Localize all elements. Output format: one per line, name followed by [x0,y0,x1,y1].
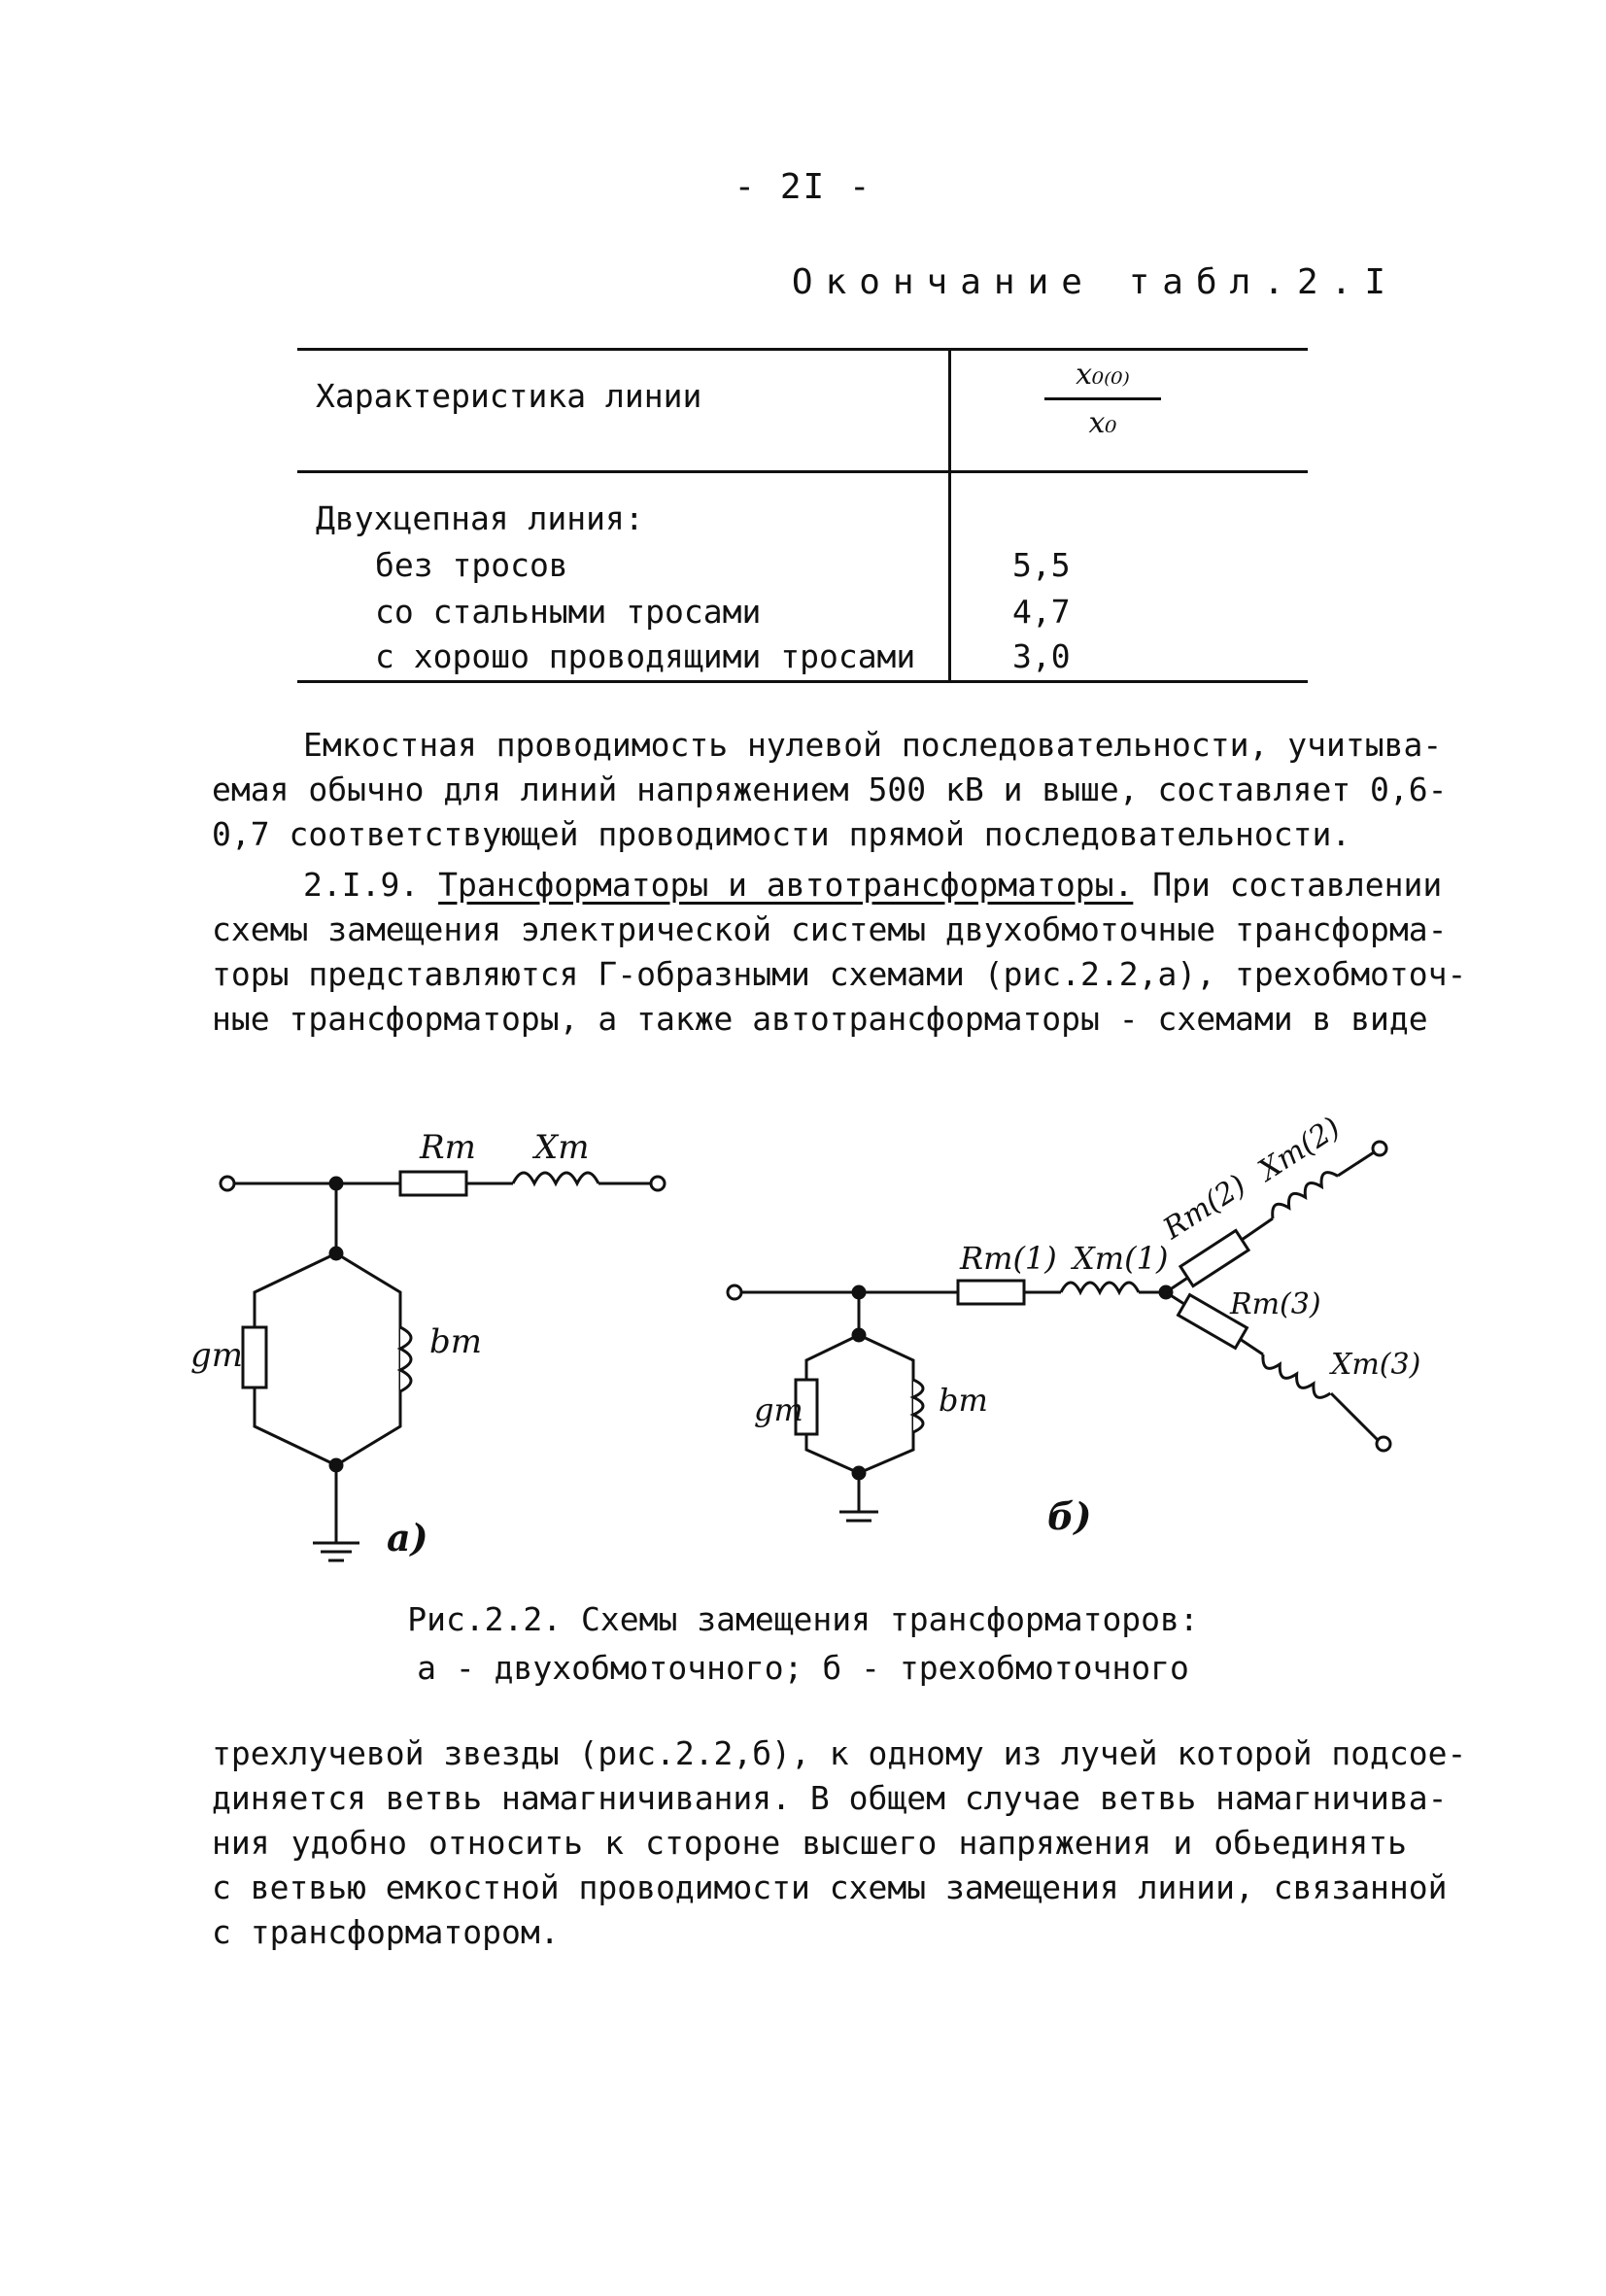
shunt-loop [255,1253,400,1465]
text-line: диняется ветвь намагничивания. В общем случае ветвь намагничива- [212,1779,1448,1817]
table-row-value: 4,7 [1012,593,1071,631]
table-row-value: 3,0 [1012,637,1071,675]
label-xt1: Xт(1) [1073,1240,1169,1277]
table-col2-header-denominator: x₀ [1088,406,1117,440]
label-gt: gт [190,1336,244,1375]
label-rt3: Rт(3) [1230,1287,1321,1321]
terminal [1373,1142,1386,1155]
label-xt3: Xт(3) [1331,1348,1421,1382]
label-diagram-b: б) [1047,1494,1092,1538]
text-line: Емкостная проводимость нулевой последовательности, учитыва- [303,726,1443,764]
paragraph-transformers [212,863,1467,1042]
diagram-a [221,1172,665,1560]
diagram-b [728,1142,1390,1521]
text-fragment: При составлении [1152,866,1443,904]
label-gt: gт [754,1391,803,1428]
table-row-label: со стальными тросами [375,593,762,631]
text-line: с трансформатором. [212,1913,560,1951]
label-diagram-a: а) [387,1516,428,1559]
page-number: - 2I - [734,167,872,207]
table-col2-header [981,358,1224,440]
label-rt2: Rт(2) [1157,1168,1252,1247]
susceptance-bt [913,1380,923,1432]
table-row-label: без тросов [375,546,568,584]
figure-caption [0,1595,1606,1693]
terminal [1377,1437,1390,1451]
table-group-label: Двухцепная линия: [316,499,644,537]
section-heading: Трансформаторы и автотрансформаторы. [438,866,1134,904]
label-xt: Xт [534,1128,590,1167]
figure-caption-line: Рис.2.2. Схемы замещения трансформаторов: [407,1600,1199,1638]
figure-caption-line: а - двухобмоточного; б - трехобмоточного [417,1649,1189,1687]
terminal [728,1285,741,1299]
resistor-rt1 [958,1281,1024,1304]
resistor-rt [400,1172,466,1195]
text-line: схемы замещения электрической системы двухобмоточные трансформа- [212,910,1448,948]
table-bottom-rule [297,680,1308,683]
label-bt: bт [429,1322,483,1361]
shunt-loop [806,1335,913,1473]
fraction-bar [1044,397,1161,400]
table-row-value: 5,5 [1012,546,1071,584]
node [330,1178,342,1189]
text-line: трехлучевой звезды (рис.2.2,б), к одному из лучей которой подсое- [212,1734,1467,1772]
text-line: с ветвью емкостной проводимости схемы замещения линии, связанной [212,1868,1448,1906]
inductor-xt [513,1173,598,1183]
label-xt2: Xт(2) [1252,1111,1347,1188]
terminal [651,1177,665,1190]
table-header-rule [297,470,1308,473]
text-line: торы представляются Г-образными схемами (рис.2.2,а), трехобмоточ- [212,955,1467,993]
text-line: 0,7 соответствующей проводимости прямой последовательности. [212,815,1351,853]
text-line: ные трансформаторы, а также автотрансформаторы - схемами в виде [212,1000,1428,1038]
inductor-xt3 [1258,1354,1330,1402]
table-column-divider [948,348,951,683]
table-col1-header: Характеристика линии [316,377,702,415]
paragraph-star [212,1731,1467,1955]
paragraph-capacitance [212,723,1448,857]
conductance-gt [243,1327,266,1388]
table-top-rule [297,348,1308,351]
terminal [221,1177,234,1190]
label-rt1: Rт(1) [960,1240,1057,1277]
resistor-rt2 [1180,1230,1248,1285]
susceptance-bt [400,1327,411,1391]
label-bt: bт [939,1382,988,1419]
table-row-label: с хорошо проводящими тросами [375,637,916,675]
table-col2-header-numerator: x₀₍₀₎ [1076,358,1130,392]
section-number: 2.I.9. [303,866,420,904]
label-rt: Rт [420,1128,476,1167]
figure-schemes [0,1088,1606,1593]
text-line [212,863,1443,908]
text-line: емая обычно для линий напряжением 500 кВ и выше, составляет 0,6- [212,771,1448,808]
inductor-xt1 [1061,1283,1139,1292]
text-line: ния удобно относить к стороне высшего напряжения и обьединять [212,1824,1407,1862]
table-caption: Окончание табл.2.I [791,262,1398,302]
